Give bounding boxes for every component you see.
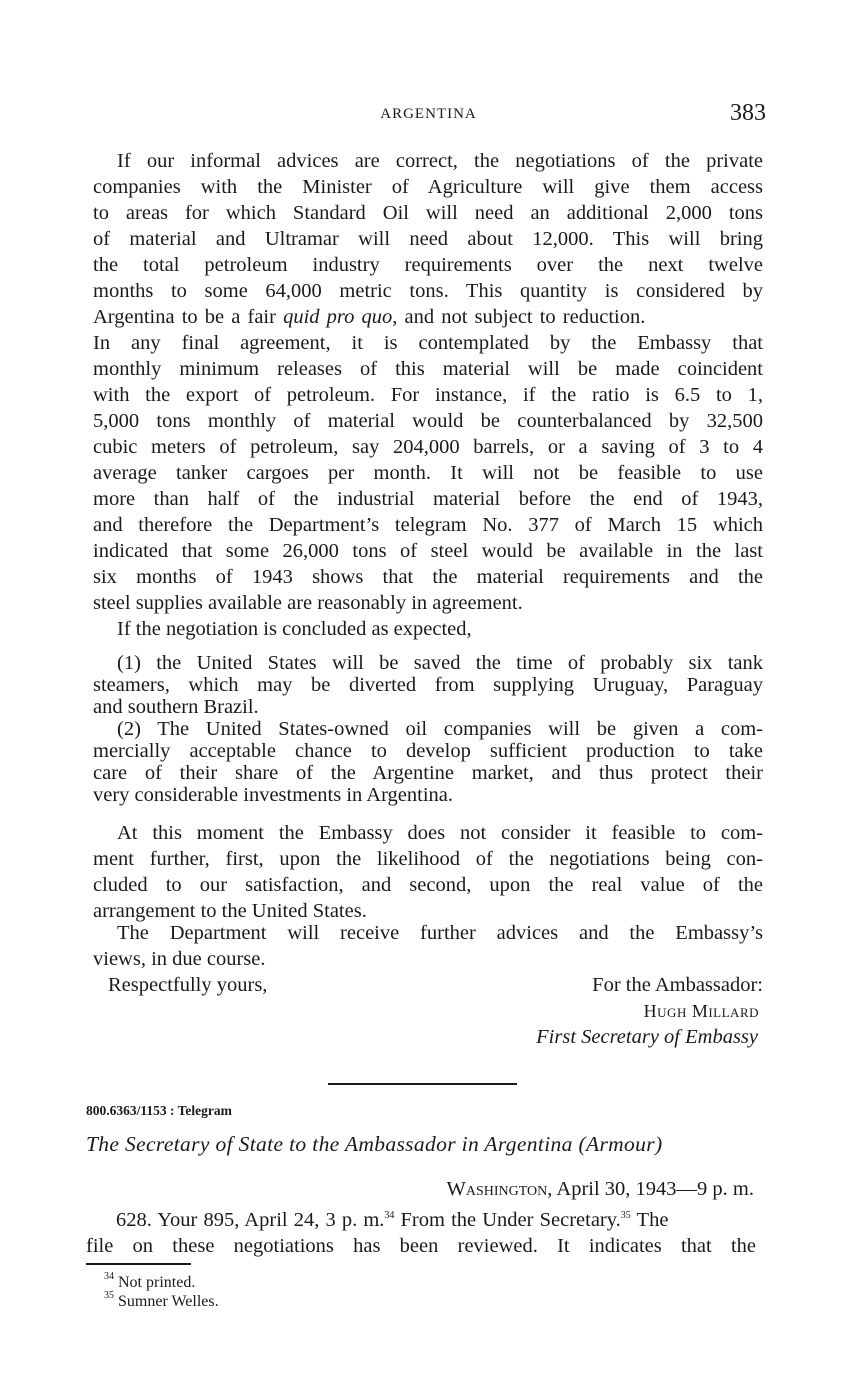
footnote: $^{34}$ Not printed.: [104, 1271, 196, 1291]
running-header: ARGENTINA: [380, 106, 477, 122]
footnote: $^{35}$ Sumner Welles.: [104, 1290, 219, 1310]
body-line: If the negotiation is concluded as expected,: [117, 618, 472, 640]
telegram-heading: The Secretary of State to the Ambassador in Argentina (Armour): [86, 1132, 663, 1156]
body-line: of material and Ultramar will need about 12,000. This will bring: [93, 228, 763, 250]
body-line: the total petroleum industry requirements over the next twelve: [93, 254, 763, 276]
body-line: ment further, first, upon the likelihood of the negotiations being con-: [93, 848, 763, 870]
body-line: views, in due course.: [93, 948, 266, 970]
closing: Respectfully yours,: [108, 974, 268, 996]
body-line: indicated that some 26,000 tons of steel would be available in the last: [93, 540, 763, 562]
body-line: average tanker cargoes per month. It will not be feasible to use: [93, 462, 763, 484]
body-line: months to some 64,000 metric tons. This quantity is considered by: [93, 280, 763, 302]
dateline: Washington, April 30, 1943—9 p. m.: [446, 1178, 754, 1200]
body-line: cluded to our satisfaction, and second, upon the real value of the: [93, 874, 763, 896]
body-line: monthly minimum releases of this material will be made coincident: [93, 358, 763, 380]
telegram-body-line: file on these negotiations has been reviewed. It indicates that the: [86, 1235, 756, 1257]
signature-for: For the Ambassador:: [592, 974, 763, 996]
footnote-divider: [86, 1263, 191, 1265]
page-number: 383: [730, 100, 766, 126]
list-item-line: and southern Brazil.: [93, 696, 259, 718]
body-line: arrangement to the United States.: [93, 900, 367, 922]
body-line: six months of 1943 shows that the material requirements and the: [93, 566, 763, 588]
italic-phrase: quid pro quo: [283, 306, 393, 328]
list-item-line: (2) The United States-owned oil companies will be given a com-: [117, 718, 763, 740]
body-line: and therefore the Department’s telegram No. 377 of March 15 which: [93, 514, 763, 536]
body-line: with the export of petroleum. For instance, if the ratio is 6.5 to 1,: [93, 384, 763, 406]
body-line: The Department will receive further advices and the Embassy’s: [117, 922, 763, 944]
file-reference: 800.6363/1153 : Telegram: [86, 1103, 232, 1118]
body-line: In any final agreement, it is contemplated by the Embassy that: [93, 332, 763, 354]
list-item-line: care of their share of the Argentine market, and thus protect their: [93, 762, 763, 784]
body-line-mixed: Argentina to be a fair quid pro quo, and not subject to reduction.: [93, 306, 646, 328]
footnote-ref: 35: [620, 1210, 631, 1221]
list-item-line: steamers, which may be diverted from supplying Uruguay, Paraguay: [93, 674, 763, 696]
list-item-line: very considerable investments in Argentina.: [93, 784, 453, 806]
body-line: At this moment the Embassy does not consider it feasible to com-: [117, 822, 763, 844]
body-line: to areas for which Standard Oil will need an additional 2,000 tons: [93, 202, 763, 224]
body-line: 5,000 tons monthly of material would be counterbalanced by 32,500: [93, 410, 763, 432]
body-line: more than half of the industrial material before the end of 1943,: [93, 488, 763, 510]
footnote-ref: 34: [384, 1210, 395, 1221]
body-line: companies with the Minister of Agriculture will give them access: [93, 176, 763, 198]
telegram-body-line: 628. Your 895, April 24, 3 p. m.$^{34}$ From the Under Secretary.$^{35}$ The: [116, 1209, 669, 1231]
section-divider: [328, 1083, 517, 1085]
body-line: cubic meters of petroleum, say 204,000 barrels, or a saving of 3 to 4: [93, 436, 763, 458]
list-item-line: (1) the United States will be saved the time of probably six tank: [117, 652, 763, 674]
body-line: steel supplies available are reasonably in agreement.: [93, 592, 523, 614]
signature-name: Hugh Millard: [643, 1001, 759, 1021]
body-line: If our informal advices are correct, the negotiations of the private: [117, 150, 763, 172]
list-item-line: mercially acceptable chance to develop sufficient production to take: [93, 740, 763, 762]
signature-title: First Secretary of Embassy: [536, 1026, 758, 1048]
